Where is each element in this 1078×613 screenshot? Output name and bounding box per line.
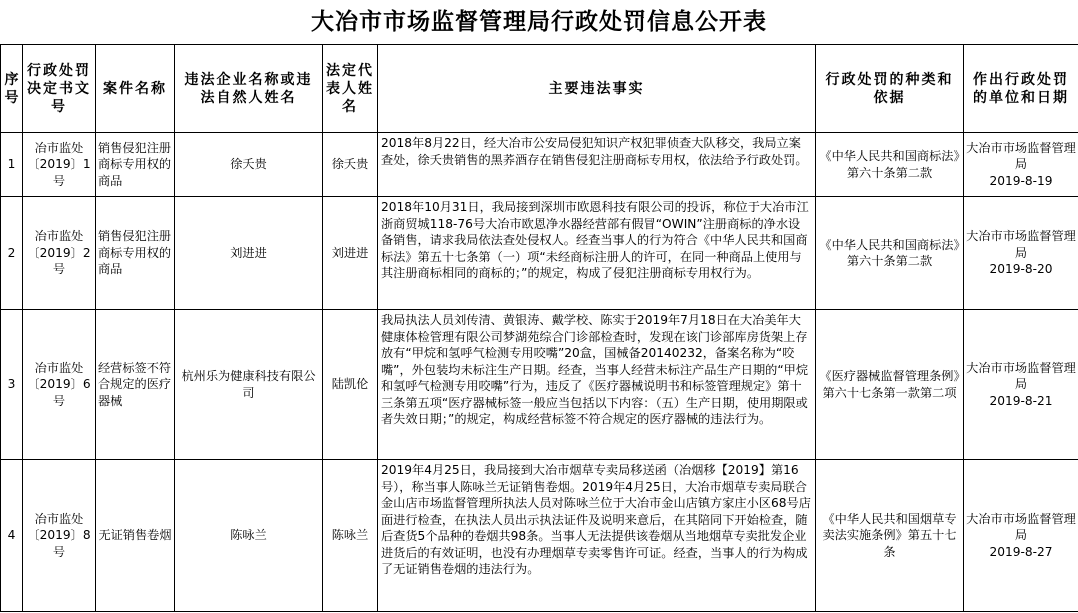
cell-case-name: 销售侵犯注册商标专用权的商品 [96,197,175,310]
header-penalty: 行政处罚的种类和依据 [816,45,964,133]
page-title: 大冶市市场监督管理局行政处罚信息公开表 [311,8,767,35]
cell-facts: 我局执法人员刘传清、黄银涛、戴学校、陈实于2019年7月18日在大冶美年大健康体检管理有限公司梦湖苑综合门诊部检查时，发现在该门诊部库房货架上存放有“甲烷和氢呼气检测专用咬嘴”20盒，国械备20140232，备案名称为“咬嘴”，外包装均未标注生产日期。经查，当事人经营未标注产品生产日期的“甲烷和氢呼气检测专用咬嘴”行为，违反了《医疗器械说明书和标签管理规定》第十三条第五项“医疗器械标签一般应当包括以下内容：（五）生产日期，使用期限或者失效日期；”的规定，构成经营标签不符合规定的医疗器械的违法行为。 [378,310,816,460]
authority-date: 2019-8-20 [989,262,1053,277]
table-row [1,197,1078,310]
cell-authority [964,197,1078,310]
authority-name: 大冶市市场监督管理局 [966,140,1076,172]
cell-seq: 2 [1,197,23,310]
cell-legal-rep: 陆凯伦 [323,310,378,460]
cell-case-name: 无证销售卷烟 [96,460,175,612]
cell-party: 徐夭贵 [175,133,323,197]
authority-date: 2019-8-27 [989,544,1053,559]
cell-penalty: 《中华人民共和国商标法》第六十条第二款 [816,197,964,310]
cell-case-name: 经营标签不符合规定的医疗器械 [96,310,175,460]
header-case-name: 案件名称 [96,45,175,133]
header-authority: 作出行政处罚的单位和日期 [964,45,1078,133]
authority-date: 2019-8-21 [989,393,1053,408]
cell-facts: 2018年8月22日，经大冶市公安局侵犯知识产权犯罪侦查大队移交，我局立案查处，徐夭贵销售的黑荞酒存在销售侵犯注册商标专用权，依法给予行政处罚。 [378,133,816,197]
cell-party: 刘进进 [175,197,323,310]
table-row [1,310,1078,460]
header-party: 违法企业名称或违法自然人姓名 [175,45,323,133]
cell-party: 杭州乐为健康科技有限公司 [175,310,323,460]
cell-authority [964,460,1078,612]
table-row [1,460,1078,612]
header-seq: 序号 [1,45,23,133]
cell-penalty: 《中华人民共和国烟草专卖法实施条例》第五十七条 [816,460,964,612]
table-row [1,133,1078,197]
header-doc-no: 行政处罚决定书文号 [23,45,96,133]
cell-doc-no: 冶市监处〔2019〕1号 [23,133,96,197]
cell-seq: 3 [1,310,23,460]
cell-authority [964,133,1078,197]
table-header-row [1,45,1078,133]
cell-authority [964,310,1078,460]
cell-party: 陈咏兰 [175,460,323,612]
header-facts: 主要违法事实 [378,45,816,133]
cell-case-name: 销售侵犯注册商标专用权的商品 [96,133,175,197]
penalty-table [0,44,1078,612]
header-legal-rep: 法定代表人姓名 [323,45,378,133]
cell-legal-rep: 刘进进 [323,197,378,310]
cell-penalty: 《医疗器械监督管理条例》第六十七条第一款第二项 [816,310,964,460]
authority-name: 大冶市市场监督管理局 [966,229,1076,260]
authority-name: 大冶市市场监督管理局 [966,360,1076,392]
authority-name: 大冶市市场监督管理局 [966,511,1076,543]
cell-facts: 2018年10月31日，我局接到深圳市欧恩科技有限公司的投诉，称位于大冶市江浙商贸城118-76号大冶市欧恩净水器经营部有假冒“OWIN”注册商标的净水设备销售，请求我局依法查处侵权人。经查当事人的行为符合《中华人民共和国商标法》第五十七条第（一）项“未经商标注册人的许可，在同一种商品上使用与其注册商标相同的商标的；”的规定，构成了侵犯注册商标专用权行为。 [378,197,816,310]
cell-seq: 1 [1,133,23,197]
authority-date: 2019-8-19 [989,173,1053,188]
cell-doc-no: 冶市监处〔2019〕8号 [23,460,96,612]
cell-facts: 2019年4月25日，我局接到大冶市烟草专卖局移送函（冶烟移【2019】第16号），称当事人陈咏兰无证销售卷烟。2019年4月25日，大冶市烟草专卖局联合金山店市场监督管理所执法人员对陈咏兰位于大冶市金山店镇方家庄小区68号店面进行检查，在执法人员出示执法证件及说明来意后，在其陪同下开始检查，随后查货5个品种的卷烟共98条。当事人无法提供该卷烟从当地烟草专卖批发企业进货后的有效证明，也没有办理烟草专卖零售许可证。经查，当事人的行为构成了无证销售卷烟的违法行为。 [378,460,816,612]
cell-seq: 4 [1,460,23,612]
cell-doc-no: 冶市监处〔2019〕6号 [23,310,96,460]
cell-legal-rep: 徐夭贵 [323,133,378,197]
cell-penalty: 《中华人民共和国商标法》第六十条第二款 [816,133,964,197]
cell-doc-no: 冶市监处〔2019〕2号 [23,197,96,310]
cell-legal-rep: 陈咏兰 [323,460,378,612]
